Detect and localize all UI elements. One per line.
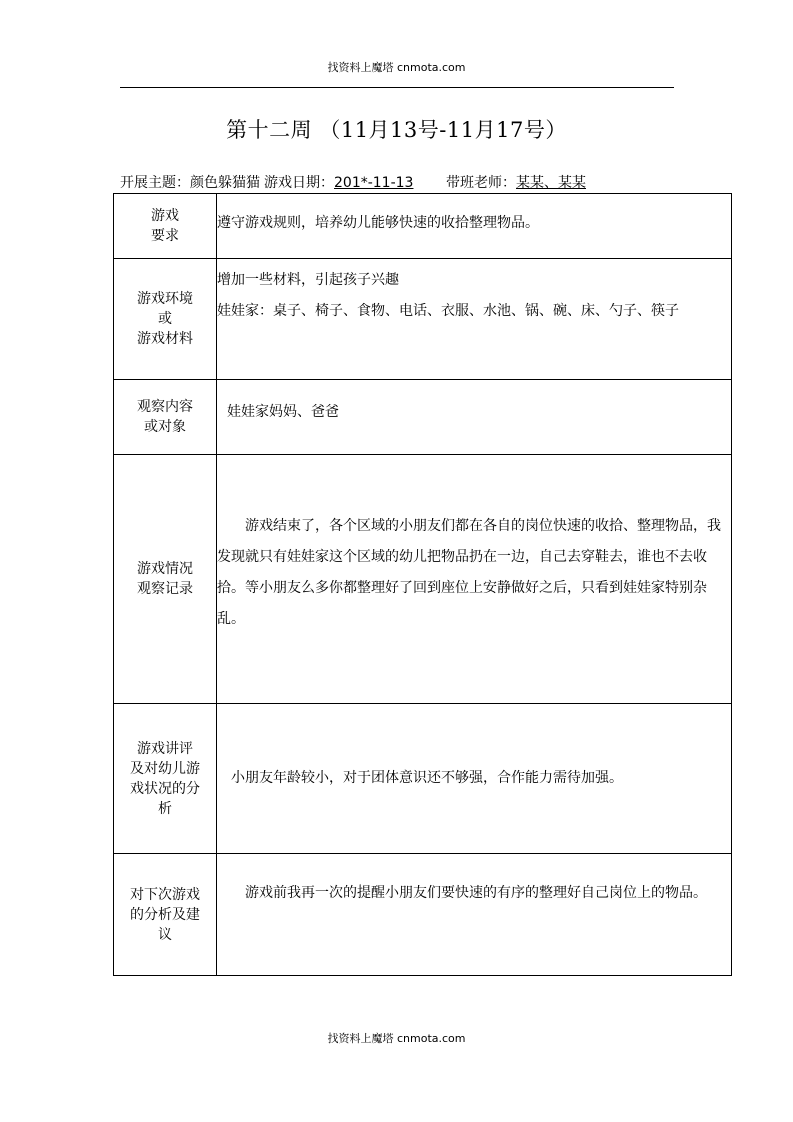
theme-label: 开展主题：: [120, 175, 190, 191]
row-content-requirements: [217, 194, 732, 259]
content-text: 遵守游戏规则，培养幼儿能够快速的收拾整理物品。: [217, 214, 539, 231]
page-title: 第十二周 （11月13号-11月17号）: [226, 118, 567, 142]
label-line: 要求: [151, 228, 179, 244]
row-content-evaluation: [217, 704, 732, 854]
label-line: 或: [158, 311, 172, 327]
label-line: 游戏材料: [137, 331, 193, 347]
row-label-evaluation: [114, 704, 217, 854]
row-label-observation-target: [114, 380, 217, 455]
table-row: [114, 194, 732, 259]
row-content-observation-record: [217, 455, 732, 704]
label-line: 及对幼儿游: [130, 760, 200, 777]
content-text: 娃娃家妈妈、爸爸: [227, 403, 339, 420]
content-text: 游戏结束了，各个区域的小朋友们都在各自的岗位快速的收拾、整理物品，我发现就只有娃娃家这个区域的幼儿把物品扔在一边，自己去穿鞋去，谁也不去收拾。等小朋友么多你都整理好了回到座位上安静做好之后，只看到娃娃家特别杂乱。: [217, 518, 721, 627]
teacher-value: 某某、某某: [516, 175, 586, 191]
table-row: [114, 455, 732, 704]
table-row: [114, 380, 732, 455]
date-value: 201*-11-13: [334, 175, 414, 191]
label-line: 析: [158, 800, 172, 817]
row-label-observation-record: [114, 455, 217, 704]
label-line: 的分析及建: [130, 906, 200, 923]
table-row: [114, 259, 732, 380]
label-line: 游戏: [151, 208, 179, 224]
page-footer: 找资料上魔塔 cnmota.com: [327, 1032, 466, 1045]
row-label-materials: [114, 259, 217, 380]
label-line: 游戏情况: [137, 561, 193, 577]
label-line: 或对象: [144, 419, 186, 435]
activity-table: [113, 193, 732, 976]
label-line: 观察内容: [137, 399, 193, 415]
label-line: 观察记录: [137, 581, 193, 597]
row-label-suggestions: [114, 854, 217, 976]
label-line: 对下次游戏: [130, 886, 200, 903]
table-row: [114, 704, 732, 854]
label-line: 戏状况的分: [130, 780, 200, 797]
label-line: 议: [158, 926, 172, 943]
content-text: 小朋友年龄较小，对于团体意识还不够强，合作能力需待加强。: [231, 770, 623, 786]
content-text: 游戏前我再一次的提醒小朋友们要快速的有序的整理好自己岗位上的物品。: [245, 885, 707, 901]
content-text: 娃娃家：桌子、椅子、食物、电话、衣服、水池、锅、碗、床、勺子、筷子: [217, 303, 679, 319]
teacher-label: 带班老师：: [446, 175, 516, 191]
row-label-requirements: [114, 194, 217, 259]
row-content-suggestions: [217, 854, 732, 976]
header-divider: [120, 87, 674, 88]
row-content-observation-target: [217, 380, 732, 455]
info-line: [120, 172, 586, 192]
table-row: [114, 854, 732, 976]
date-label: 游戏日期：: [264, 175, 334, 191]
page-header: 找资料上魔塔 cnmota.com: [327, 61, 466, 74]
label-line: 游戏环境: [137, 291, 193, 307]
label-line: 游戏讲评: [137, 740, 193, 757]
row-content-materials: [217, 259, 732, 380]
content-text: 增加一些材料，引起孩子兴趣: [217, 272, 399, 288]
theme-value: 颜色躲猫猫: [190, 175, 260, 191]
